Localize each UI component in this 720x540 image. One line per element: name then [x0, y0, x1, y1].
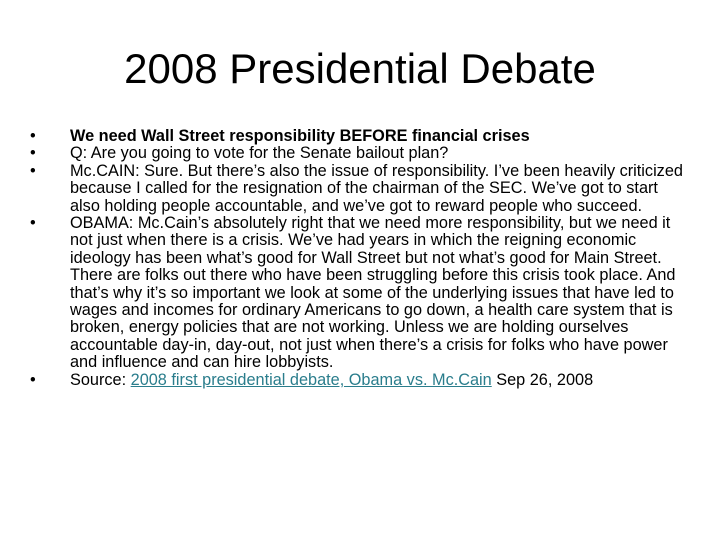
- bullet-item: [30, 163, 690, 215]
- bullet-text: Mc.CAIN: Sure. But there’s also the issue of responsibility. I’ve been heavily criticized because I called for the resignation of the chairman of the SEC. We’ve got to start also holding people accountable, and we’ve got to reward people who succeed.: [70, 161, 683, 215]
- bullet-dot-icon: •: [30, 127, 36, 145]
- bullet-dot-icon: •: [30, 144, 36, 163]
- bullet-item-source: [30, 372, 690, 389]
- source-date: Sep 26, 2008: [491, 370, 594, 389]
- bullet-list: [30, 128, 690, 389]
- source-prefix: Source:: [70, 370, 131, 389]
- bullet-text: OBAMA: Mc.Cain’s absolutely right that we need more responsibility, but we need it not just when there is a crisis. We’ve had years in which the reigning economic ideology has been what’s good for Wall Street but not what’s good for Main Street. There are folks out there who have been struggling before this crisis took place. And that’s why it’s so important we look at some of the underlying issues that have led to wages and incomes for ordinary Americans to go down, a health care system that is broken, energy policies that are not working. Unless we are holding ourselves accountable day-in, day-out, not just when there’s a crisis for folks who have power and influence and can hire lobbyists.: [70, 214, 676, 372]
- bullet-dot-icon: •: [30, 370, 36, 389]
- bullet-text: We need Wall Street responsibility BEFORE financial crises: [70, 127, 530, 145]
- slide-title: 2008 Presidential Debate: [124, 45, 596, 92]
- bullet-item: [30, 215, 690, 372]
- source-link[interactable]: 2008 first presidential debate, Obama vs. Mc.Cain: [130, 370, 492, 389]
- bullet-text: Q: Are you going to vote for the Senate bailout plan?: [70, 144, 449, 163]
- bullet-dot-icon: •: [30, 161, 36, 180]
- bullet-item: [30, 145, 690, 162]
- bullet-dot-icon: •: [30, 214, 36, 233]
- bullet-item: [30, 128, 690, 145]
